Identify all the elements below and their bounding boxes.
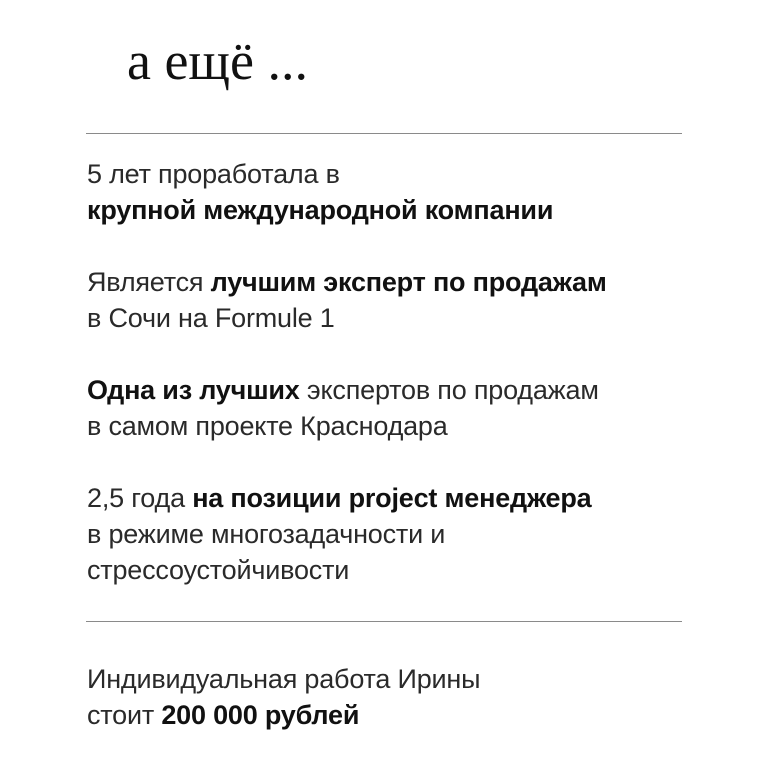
fact-line (87, 516, 591, 552)
fact-text: 2,5 года (87, 483, 193, 513)
top-divider (86, 133, 682, 134)
page-title: а ещё ... (127, 31, 308, 91)
fact-text: стрессоустойчивости (87, 555, 350, 585)
fact-item-project-manager (87, 480, 591, 588)
price-line (87, 697, 480, 733)
price-description: Индивидуальная работа Ирины (87, 664, 481, 694)
price-value: 200 000 рублей (161, 700, 360, 730)
price-prefix: стоит (87, 700, 162, 730)
fact-line (87, 264, 607, 300)
fact-line (87, 480, 591, 516)
fact-highlight: Одна из лучших (87, 375, 300, 405)
fact-highlight: лучшим эксперт по продажам (210, 267, 607, 297)
fact-line (87, 552, 591, 588)
fact-text: экспертов по продажам (299, 375, 599, 405)
fact-text: в режиме многозадачности и (87, 519, 446, 549)
bottom-divider (86, 621, 682, 622)
fact-item-best (87, 372, 599, 444)
fact-text: Является (87, 267, 211, 297)
fact-text: в самом проекте Краснодара (87, 411, 448, 441)
fact-highlight: крупной международной компании (87, 195, 554, 225)
fact-item-company (87, 156, 553, 228)
fact-line (87, 156, 553, 192)
price-block (87, 661, 480, 733)
fact-text: 5 лет проработала в (87, 159, 340, 189)
fact-item-expert (87, 264, 607, 336)
fact-line (87, 408, 599, 444)
fact-line (87, 300, 607, 336)
fact-line (87, 372, 599, 408)
fact-highlight: на позиции project менеджера (192, 483, 592, 513)
fact-line (87, 192, 553, 228)
fact-text: в Сочи на Formule 1 (87, 303, 335, 333)
